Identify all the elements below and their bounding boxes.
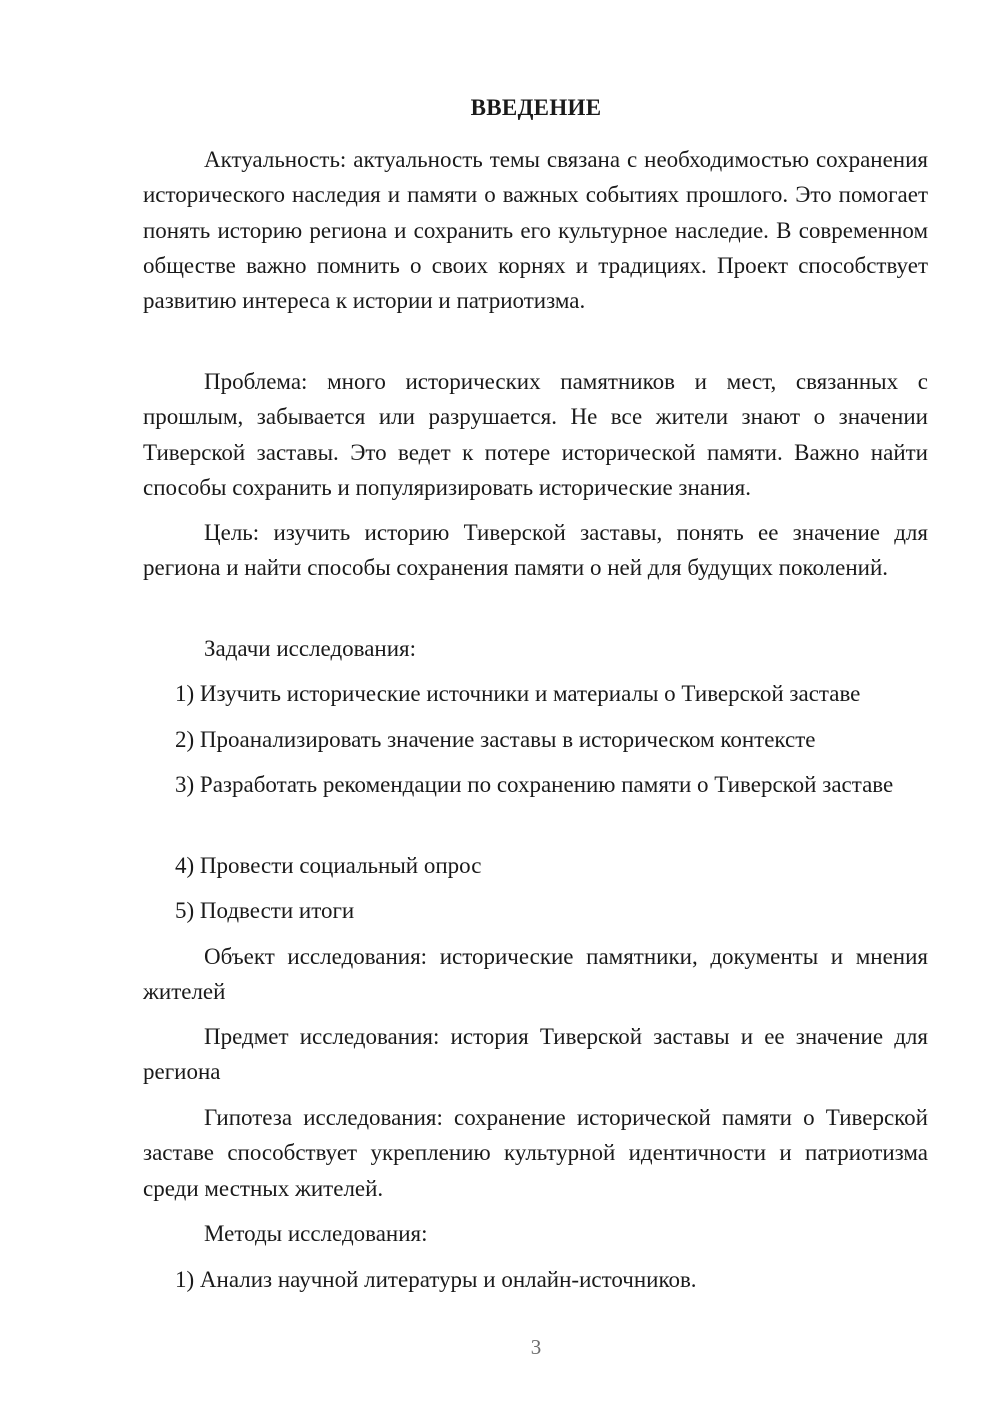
method-item: 1) Анализ научной литературы и онлайн-источников. bbox=[175, 1267, 697, 1292]
hypothesis-paragraph: Гипотеза исследования: сохранение исторической памяти о Тиверской заставе способствует укреплению культурной идентичности и патриотизма среди местных жителей. bbox=[143, 1105, 928, 1201]
goal-paragraph: Цель: изучить историю Тиверской заставы, понять ее значение для региона и найти способы сохранения памяти о ней для будущих поколений. bbox=[143, 520, 928, 581]
subject-paragraph: Предмет исследования: история Тиверской заставы и ее значение для региона bbox=[143, 1024, 928, 1085]
page-title: ВВЕДЕНИЕ bbox=[470, 95, 602, 120]
tasks-heading: Задачи исследования: bbox=[204, 636, 417, 661]
page-number: 3 bbox=[530, 1335, 542, 1359]
object-paragraph: Объект исследования: исторические памятники, документы и мнения жителей bbox=[143, 944, 928, 1005]
methods-heading: Методы исследования: bbox=[204, 1221, 428, 1246]
task-item: 5) Подвести итоги bbox=[175, 898, 355, 923]
problem-paragraph: Проблема: много исторических памятников и мест, связанных с прошлым, забывается или разрушается. Не все жители знают о значении Тиверской заставы. Это ведет к потере исторической памяти. Важно найти способы сохранить и популяризировать исторические знания. bbox=[143, 369, 928, 500]
task-item: 1) Изучить исторические источники и материалы о Тиверской заставе bbox=[175, 681, 861, 706]
actuality-paragraph: Актуальность: актуальность темы связана с необходимостью сохранения исторического наследия и памяти о важных событиях прошлого. Это помогает понять историю региона и сохранить его культурное наследие. В современном обществе важно помнить о своих корнях и традициях. Проект способствует развитию интереса к истории и патриотизма. bbox=[143, 147, 928, 314]
task-item: 3) Разработать рекомендации по сохранению памяти о Тиверской заставе bbox=[175, 772, 894, 797]
task-item: 4) Провести социальный опрос bbox=[175, 853, 482, 878]
task-item: 2) Проанализировать значение заставы в историческом контексте bbox=[175, 727, 816, 752]
